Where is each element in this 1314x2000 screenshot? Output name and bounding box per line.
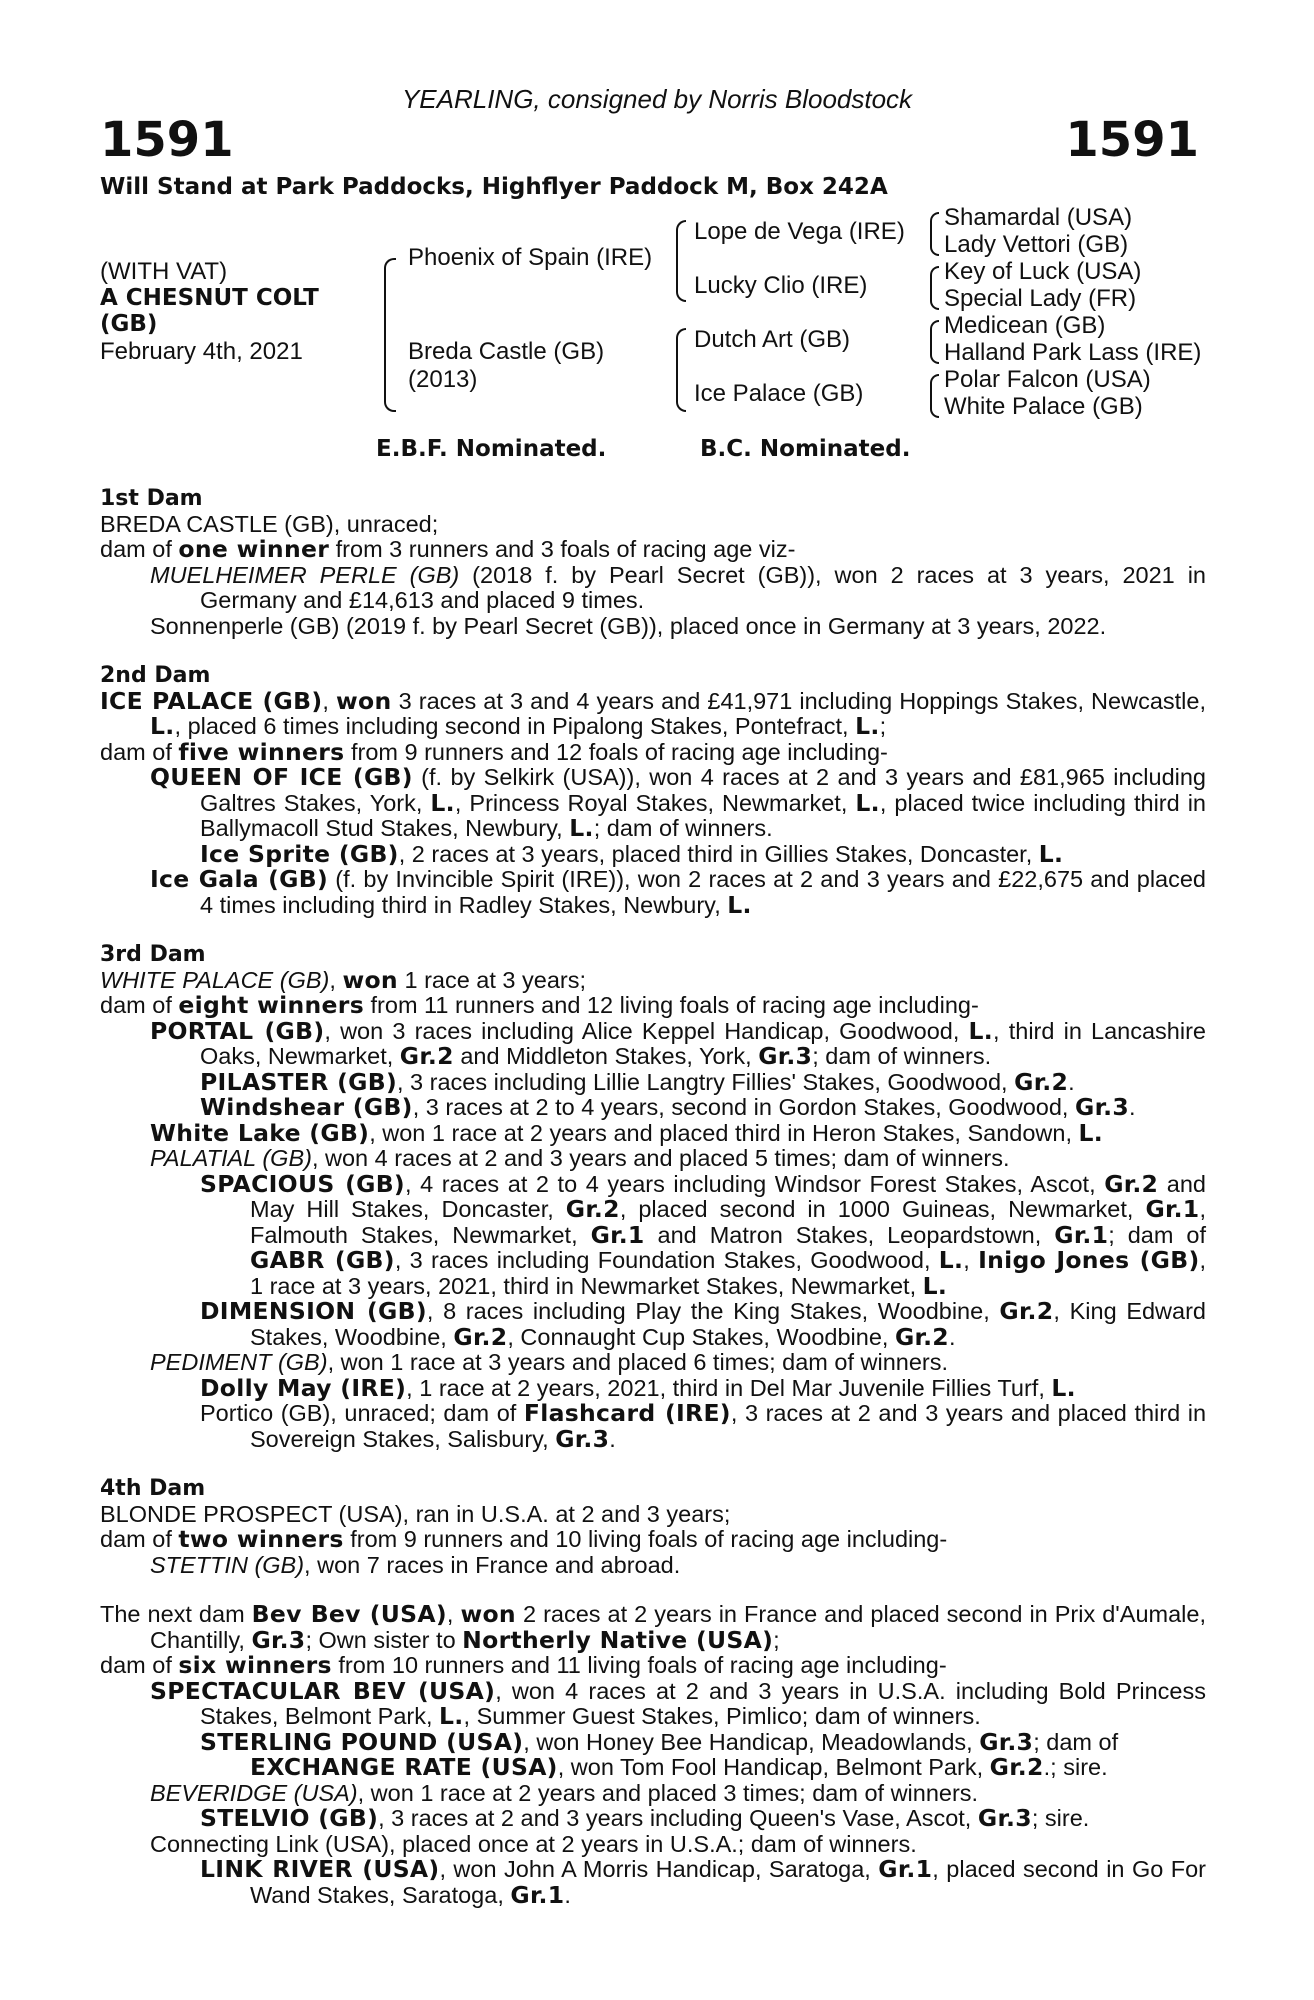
text: ; dam of [1033,1728,1119,1755]
bold-text: six winners [178,1651,332,1679]
bold-text: Gr.3 [251,1625,306,1654]
bold-text: Gr.3 [977,1804,1032,1832]
produce-entry [100,1832,1206,1858]
text: , won 7 races in France and abroad. [304,1551,681,1578]
text: , Falmouth Stakes, Newmarket, [250,1196,1206,1248]
text: BREDA CASTLE (GB), unraced; [100,510,439,537]
bold-text: Gr.2 [399,1042,454,1070]
text: , 8 races including Play the King Stakes, Woodbine, [426,1298,1000,1324]
stand-location: Will Stand at Park Paddocks, Highflyer Paddock M, Box 242A [100,174,888,200]
text: from 9 runners and 10 living foals of racing age including- [343,1526,948,1552]
text: , placed twice including third in Ballymacoll Stud Stakes, Newbury, [200,789,1206,841]
text: , 1 race at 2 years, 2021, third in Del Mar Juvenile Fillies Turf, [406,1374,1052,1401]
text: and Middleton Stakes, York, [453,1043,759,1069]
produce-entry [100,686,1206,740]
bold-text: Flashcard (IRE) [523,1399,731,1427]
bold-text: Gr.2 [1104,1169,1159,1198]
text: 3 races at 3 and 4 years and £41,971 including Hoppings Stakes, Newcastle, [391,687,1206,714]
pedigree-brace-sire [676,220,686,302]
text: dam of [100,738,179,765]
bold-text: QUEEN OF ICE (GB) [150,763,413,791]
bold-text: DIMENSION (GB) [200,1297,427,1325]
text: from 10 runners and 11 living foals of racing age including- [331,1652,947,1678]
produce-entry [100,1146,1206,1172]
text: , won Tom Fool Handicap, Belmont Park, [557,1754,990,1780]
bold-text: L. [727,890,752,919]
text: (f. by Invincible Spirit (IRE)), won 2 races at 2 and 3 years and £22,675 and placed 4 times including third in Radley Stakes, Newbury, [200,866,1207,918]
lot-number-right: 1591 [1065,112,1199,168]
text: , King Edward Stakes, Woodbine, [250,1298,1206,1350]
bold-text: SPACIOUS (GB) [200,1169,405,1198]
italic-text: MUELHEIMER PERLE (GB) [150,561,460,588]
text: ; [773,1626,780,1653]
text: , 4 races at 2 to 4 years including Windsor Forest Stakes, Ascot, [404,1170,1105,1197]
text: , placed second in 1000 Guineas, Newmarket, [619,1196,1146,1222]
text: and Matron Stakes, Leopardstown, [644,1221,1055,1248]
pedigree-brace-gg1 [930,212,939,256]
gg-ancestor-5: Medicean (GB) [944,312,1106,339]
horse-name: A CHESNUT COLT [100,285,319,311]
bold-text: L. [855,788,880,817]
bold-text: L. [1078,1118,1104,1147]
dam-sire: Dutch Art (GB) [694,326,851,353]
sire-sire: Lope de Vega (IRE) [694,218,905,245]
bold-text: L. [430,788,455,817]
bold-text: L. [855,712,880,740]
italic-text: BEVERIDGE (USA) [150,1779,358,1806]
dam-section [100,486,1206,639]
produce-entry [100,1806,1206,1832]
bold-text: EXCHANGE RATE (USA) [250,1753,558,1781]
dam-section [100,1602,1206,1908]
bold-text: Gr.1 [1145,1195,1200,1223]
produce-entry [100,563,1206,614]
bold-text: Gr.1 [1054,1220,1109,1249]
bold-text: White Lake (GB) [150,1118,370,1147]
ebf-nomination: E.B.F. Nominated. [376,436,607,462]
gg-ancestor-3: Key of Luck (USA) [944,258,1142,285]
pedigree-brace-main [384,258,396,412]
produce-entry [100,1373,1206,1402]
gg-ancestor-2: Lady Vettori (GB) [944,231,1129,258]
bold-text: won [460,1600,516,1628]
produce-entry [100,765,1206,842]
text: from 9 runners and 12 foals of racing age including- [344,738,888,765]
text: 2 races at 2 years in France and placed second in Prix d'Aumale, Chantilly, [150,1601,1206,1653]
text: , Summer Guest Stakes, Pimlico; dam of winners. [463,1703,981,1729]
bold-text: Gr.3 [979,1727,1034,1756]
dam-section [100,1476,1206,1578]
pedigree-brace-gg2 [930,266,939,310]
text: , 3 races at 2 to 4 years, second in Gordon Stakes, Goodwood, [412,1094,1075,1120]
bold-text: PILASTER (GB) [200,1067,397,1096]
produce-entry [100,1857,1206,1908]
dam-foaling-year: (2013) [408,366,478,393]
text: dam of [100,1526,179,1552]
text: ; dam of winners. [812,1043,992,1069]
text: ; Own sister to [305,1626,463,1653]
produce-entry [100,1169,1207,1300]
text: , [963,1247,979,1273]
bc-nomination: B.C. Nominated. [700,436,911,462]
bold-text: STELVIO (GB) [200,1804,379,1832]
text: dam of [100,992,179,1018]
text: dam of [100,536,179,562]
text: , won 4 races at 2 and 3 years and placed 5 times; dam of winners. [311,1145,1010,1171]
bold-text: L. [150,712,175,740]
dam-section [100,663,1206,918]
text: , won 1 race at 2 years and placed third in Heron Stakes, Sandown, [369,1119,1079,1146]
text: Connecting Link (USA), placed once at 2 years in U.S.A.; dam of winners. [150,1830,917,1857]
bold-text: Gr.2 [989,1753,1044,1781]
produce-entry [100,737,1206,766]
vat-note: (WITH VAT) [100,258,228,285]
gg-ancestor-8: White Palace (GB) [944,393,1143,420]
text: 1 race at 3 years; [397,966,587,993]
bold-text: Inigo Jones (GB) [978,1246,1200,1274]
produce-entry [100,965,1206,994]
produce-entry [100,1502,1206,1528]
bold-text: Northerly Native (USA) [462,1625,774,1654]
bold-text: won [342,965,398,994]
bold-text: L. [938,1246,964,1274]
text: ; dam of winners. [593,815,773,841]
gg-ancestor-7: Polar Falcon (USA) [944,366,1151,393]
section-heading: 1st Dam [100,486,203,511]
text: , [322,687,337,714]
dam: Breda Castle (GB) [408,338,605,365]
pedigree-brace-dam [676,328,686,412]
produce-entry [100,1727,1206,1756]
produce-entry [100,867,1206,918]
text: , Princess Royal Stakes, Newmarket, [454,789,856,816]
section-heading: 4th Dam [100,1476,206,1501]
bold-text: L. [968,1016,994,1045]
pedigree-brace-gg4 [930,374,939,418]
text: , 3 races including Foundation Stakes, Goodwood, [394,1247,939,1273]
text: , won 4 races at 2 and 3 years in U.S.A. including Bold Princess Stakes, Belmont Park, [200,1677,1206,1729]
bold-text: Ice Sprite (GB) [200,839,399,868]
italic-text: PEDIMENT (GB) [150,1349,328,1375]
produce-entry [100,1401,1206,1452]
produce-entry [100,839,1206,868]
produce-entry [100,1653,1206,1679]
text: , placed 6 times including second in Pipalong Stakes, Pontefract, [174,713,856,739]
bold-text: Gr.1 [590,1220,645,1249]
text: . [1129,1094,1136,1120]
gg-ancestor-1: Shamardal (USA) [944,204,1133,231]
text: , 1 race at 3 years, 2021, third in Newmarket Stakes, Newmarket, [250,1247,1207,1299]
bold-text: Gr.2 [1014,1067,1069,1096]
text: Sonnenperle (GB) (2019 f. by Pearl Secret (GB)), placed once in Germany at 3 years, 2022. [150,612,1107,639]
text: .; sire. [1043,1754,1108,1780]
produce-entry [100,1553,1206,1579]
foaling-date: February 4th, 2021 [100,338,303,365]
text: from 11 runners and 12 living foals of racing age including- [363,992,979,1018]
bold-text: one winner [178,535,330,563]
text: , placed second in Go For Wand Stakes, Saratoga, [250,1856,1206,1908]
text: , won 3 races including Alice Keppel Handicap, Goodwood, [324,1017,969,1044]
bold-text: Gr.3 [555,1424,610,1453]
text: , 2 races at 3 years, placed third in Gillies Stakes, Doncaster, [398,840,1039,867]
text: , won 1 race at 2 years and placed 3 times; dam of winners. [357,1779,979,1806]
bold-text: five winners [178,737,345,766]
text: , [329,966,343,993]
text: ; sire. [1031,1805,1090,1831]
text: The next dam [100,1601,252,1627]
bold-text: STERLING POUND (USA) [200,1727,524,1756]
produce-entry [100,1755,1206,1781]
text: , Connaught Cup Stakes, Woodbine, [507,1323,895,1350]
text: . [1068,1068,1075,1095]
bold-text: eight winners [178,991,364,1019]
produce-entry [100,1067,1206,1096]
text: , third in Lancashire Oaks, Newmarket, [200,1017,1206,1069]
produce-entry [100,1350,1206,1376]
bold-text: Gr.2 [999,1297,1054,1325]
sire: Phoenix of Spain (IRE) [408,244,653,271]
dam-dam: Ice Palace (GB) [694,380,864,407]
text: Portico (GB), unraced; dam of [200,1400,524,1426]
text: ; [879,713,887,739]
bold-text: L. [1038,839,1064,868]
text: . [564,1881,571,1908]
sire-dam: Lucky Clio (IRE) [694,272,868,299]
bold-text: L. [922,1271,948,1300]
produce-entry [100,614,1206,640]
bold-text: L. [439,1702,464,1730]
bold-text: L. [1051,1373,1076,1402]
bold-text: Gr.2 [565,1195,620,1223]
text: and May Hill Stakes, Doncaster, [250,1170,1206,1222]
text: dam of [100,1652,179,1678]
bold-text: Gr.1 [510,1880,565,1909]
bold-text: Bev Bev (USA) [251,1600,447,1628]
text: , [446,1601,461,1627]
bold-text: Dolly May (IRE) [200,1373,407,1402]
bold-text: Gr.2 [894,1322,949,1351]
text: , won Honey Bee Handicap, Meadowlands, [523,1728,980,1755]
bold-text: two winners [178,1525,344,1553]
pedigree-brace-gg3 [930,320,939,364]
text: , won John A Morris Handicap, Saratoga, [439,1856,879,1882]
text: . [948,1323,956,1350]
bold-text: LINK RIVER (USA) [200,1855,440,1883]
section-heading: 2nd Dam [100,663,211,688]
produce-entry [100,1676,1206,1730]
italic-text: PALATIAL (GB) [150,1145,312,1171]
produce-entry [100,993,1206,1019]
italic-text: STETTIN (GB) [150,1551,305,1578]
produce-entry [100,537,1206,563]
horse-origin: (GB) [100,311,158,337]
produce-entry [100,1118,1206,1147]
text: , 3 races including Lillie Langtry Fillies' Stakes, Goodwood, [397,1068,1015,1095]
bold-text: won [336,686,392,715]
bold-text: Gr.3 [1075,1093,1130,1121]
text: from 3 runners and 3 foals of racing age viz- [329,536,796,562]
lot-number-left: 1591 [100,112,234,168]
text: (2018 f. by Pearl Secret (GB)), won 2 races at 3 years, 2021 in Germany and £14,613 and placed 9 times. [200,561,1206,613]
produce-entry [100,1602,1206,1653]
produce-entry [100,1781,1206,1807]
produce-entry [100,1016,1206,1070]
text: , 3 races at 2 and 3 years and placed third in Sovereign Stakes, Salisbury, [250,1400,1207,1452]
bold-text: PORTAL (GB) [150,1016,325,1045]
text: BLONDE PROSPECT (USA), ran in U.S.A. at 2 and 3 years; [100,1500,731,1527]
bold-text: Ice Gala (GB) [150,865,329,893]
gg-ancestor-6: Halland Park Lass (IRE) [944,339,1202,366]
produce-record [100,486,1206,1908]
produce-entry [100,512,1206,538]
gg-ancestor-4: Special Lady (FR) [944,285,1137,312]
italic-text: WHITE PALACE (GB) [100,966,330,993]
produce-entry [100,1095,1206,1121]
bold-text: SPECTACULAR BEV (USA) [150,1676,496,1705]
text: , won 1 race at 3 years and placed 6 times; dam of winners. [327,1349,949,1375]
produce-entry [100,1299,1206,1350]
section-heading: 3rd Dam [100,942,206,967]
bold-text: L. [569,814,594,842]
text: (f. by Selkirk (USA)), won 4 races at 2 and 3 years and £81,965 including Galtres Stakes, York, [200,764,1207,816]
bold-text: Windshear (GB) [200,1093,413,1121]
text: , 3 races at 2 and 3 years including Queen's Vase, Ascot, [378,1805,978,1831]
text: . [609,1425,616,1452]
bold-text: Gr.2 [453,1322,508,1351]
bold-text: ICE PALACE (GB) [100,686,323,715]
produce-entry [100,1527,1206,1553]
bold-text: Gr.1 [878,1855,933,1883]
dam-section [100,942,1206,1452]
bold-text: Gr.3 [758,1042,813,1070]
consignment-subtitle: YEARLING, consigned by Norris Bloodstock [401,84,913,114]
text: ; dam of [1108,1221,1207,1248]
bold-text: GABR (GB) [250,1246,395,1274]
